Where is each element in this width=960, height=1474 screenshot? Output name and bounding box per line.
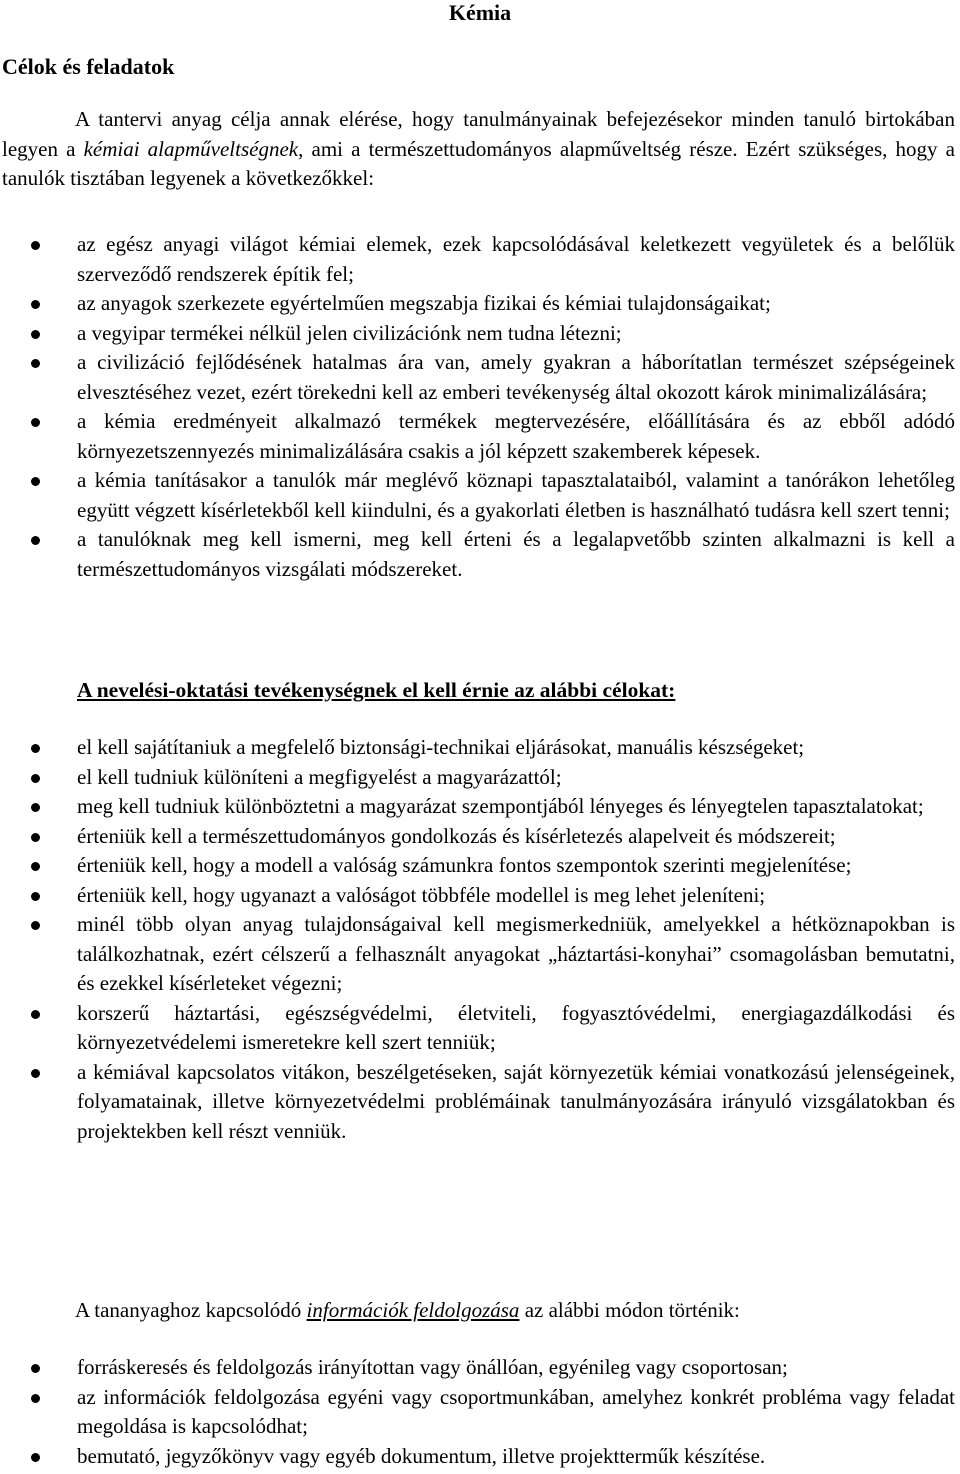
bullet-icon bbox=[31, 803, 40, 812]
list-item bbox=[0, 910, 955, 999]
section-heading: Célok és feladatok bbox=[2, 54, 175, 79]
bullet-icon bbox=[31, 921, 40, 930]
list-item bbox=[0, 792, 955, 822]
bullet-icon bbox=[31, 536, 40, 545]
list-item bbox=[0, 289, 955, 319]
list-item-text: a kémia eredményeit alkalmazó termékek megtervezésére, előállítására és az ebből adódó környezetszennyezés minimalizálására csakis a jól képzett szakemberek képesek. bbox=[77, 409, 955, 463]
info-list bbox=[0, 1353, 955, 1471]
list-item bbox=[0, 1383, 955, 1442]
bullet-icon bbox=[31, 744, 40, 753]
bullet-icon bbox=[31, 1364, 40, 1373]
knowledge-list bbox=[0, 230, 955, 584]
list-item bbox=[0, 822, 955, 852]
bullet-icon bbox=[31, 241, 40, 250]
list-item-text: a tanulóknak meg kell ismerni, meg kell érteni és a legalapvetőbb szinten alkalmazni is kell a természettudományos vizsgálati módszereket. bbox=[77, 527, 955, 581]
list-item-text: az információk feldolgozása egyéni vagy csoportmunkában, amelyhez konkrét probléma vagy feladat megoldása is kapcsolódhat; bbox=[77, 1384, 955, 1438]
bullet-icon bbox=[31, 1069, 40, 1078]
list-item bbox=[0, 763, 955, 793]
list-item-text: a kémiával kapcsolatos vitákon, beszélgetéseken, saját környezetük kémiai vonatkozású jelenségeinek, folyamatainak, illetve környezetvédelmi problémáinak tanulmányozására irányuló vizsgálatokban és projektekben kell részt venniük. bbox=[77, 1059, 955, 1143]
bullet-icon bbox=[31, 418, 40, 427]
bullet-icon bbox=[31, 862, 40, 871]
bullet-icon bbox=[31, 330, 40, 339]
list-item bbox=[0, 1442, 955, 1472]
list-item bbox=[0, 1058, 955, 1147]
intro-text-1: A tantervi anyag célja annak elérése, hogy tanulmányainak befejezésekor minden tanuló birtokában legyen a bbox=[2, 107, 955, 161]
list-item-text: a kémia tanításakor a tanulók már meglévő köznapi tapasztalataiból, valamint a tanórákon lehetőleg együtt végzett kísérletekből kell kiindulni, és a gyakorlati életben is használható tudásra kell szert tenni; bbox=[77, 468, 955, 522]
bullet-icon bbox=[31, 892, 40, 901]
intro-emphasis: kémiai alapműveltségnek bbox=[83, 136, 299, 161]
info-text-1: A tananyaghoz kapcsolódó bbox=[75, 1298, 307, 1322]
info-emphasis: információk feldolgozása bbox=[306, 1298, 520, 1322]
list-item-text: érteniük kell, hogy a modell a valóság számunkra fontos szempontok szerinti megjelenítése; bbox=[77, 853, 852, 877]
list-item-text: korszerű háztartási, egészségvédelmi, életviteli, fogyasztóvédelmi, energiagazdálkodási és környezetvédelemi ismeretekre kell szert tenniük; bbox=[77, 1000, 955, 1054]
bullet-icon bbox=[31, 1453, 40, 1462]
bullet-icon bbox=[31, 1394, 40, 1403]
list-item bbox=[0, 733, 955, 763]
document-title: Kémia bbox=[448, 0, 512, 25]
list-item-text: meg kell tudniuk különböztetni a magyarázat szempontjából lényeges és lényegtelen tapasztalatokat; bbox=[77, 794, 924, 818]
list-item-text: forráskeresés és feldolgozás irányítottan vagy önállóan, egyénileg vagy csoportosan; bbox=[77, 1355, 788, 1379]
info-text-2: az alábbi módon történik: bbox=[519, 1298, 740, 1322]
bullet-icon bbox=[31, 774, 40, 783]
list-item bbox=[0, 407, 955, 466]
list-item bbox=[0, 851, 955, 881]
bullet-icon bbox=[31, 1010, 40, 1019]
list-item-text: el kell sajátítaniuk a megfelelő biztonsági-technikai eljárásokat, manuális készségeket; bbox=[77, 735, 805, 759]
list-item bbox=[0, 1353, 955, 1383]
list-item bbox=[0, 525, 955, 584]
goals-list bbox=[0, 733, 955, 1146]
list-item bbox=[0, 230, 955, 289]
list-item-text: a civilizáció fejlődésének hatalmas ára van, amely gyakran a háborítatlan természet szépségeinek elvesztéséhez vezet, ezért törekedni kell az emberi tevékenység által okozott károk minimalizálására; bbox=[77, 350, 955, 404]
list-item-text: el kell tudniuk különíteni a megfigyelést a magyarázattól; bbox=[77, 764, 562, 789]
goals-heading: A nevelési-oktatási tevékenységnek el kell érnie az alábbi célokat: bbox=[77, 678, 676, 702]
list-item bbox=[0, 348, 955, 407]
list-item-text: a vegyipar termékei nélkül jelen civilizációnk nem tudna létezni; bbox=[77, 320, 622, 345]
intro-text-2: , ami a természettudományos alapműveltség része. Ezért szükséges, hogy a tanulók tisztában legyenek a következőkkel: bbox=[2, 136, 956, 190]
list-item-text: érteniük kell, hogy ugyanazt a valóságot többféle modellel is meg lehet jeleníteni; bbox=[77, 882, 766, 907]
intro-paragraph bbox=[2, 105, 955, 194]
bullet-icon bbox=[31, 300, 40, 309]
list-item bbox=[0, 881, 955, 911]
list-item bbox=[0, 466, 955, 525]
bullet-icon bbox=[31, 477, 40, 486]
list-item-text: minél több olyan anyag tulajdonságaival kell megismerkedniük, amelyekkel a hétköznapokban is találkozhatnak, ezért célszerű a felhasznált anyagokat „háztartási-konyhai” csomagolásban bemutatni, és ezekkel kísérleteket végezni; bbox=[77, 912, 955, 995]
bullet-icon bbox=[31, 833, 40, 842]
list-item bbox=[0, 319, 955, 349]
bullet-icon bbox=[31, 359, 40, 368]
list-item-text: az egész anyagi világot kémiai elemek, ezek kapcsolódásával keletkezett vegyületek és a belőlük szerveződő rendszerek építik fel; bbox=[77, 232, 955, 286]
list-item-text: az anyagok szerkezete egyértelműen megszabja fizikai és kémiai tulajdonságaikat; bbox=[77, 291, 771, 315]
list-item bbox=[0, 999, 955, 1058]
info-paragraph bbox=[2, 1296, 955, 1326]
list-item-text: érteniük kell a természettudományos gondolkozás és kísérletezés alapelveit és módszereit; bbox=[77, 823, 836, 848]
list-item-text: bemutató, jegyzőkönyv vagy egyéb dokumentum, illetve projektterműk készítése. bbox=[77, 1443, 766, 1468]
